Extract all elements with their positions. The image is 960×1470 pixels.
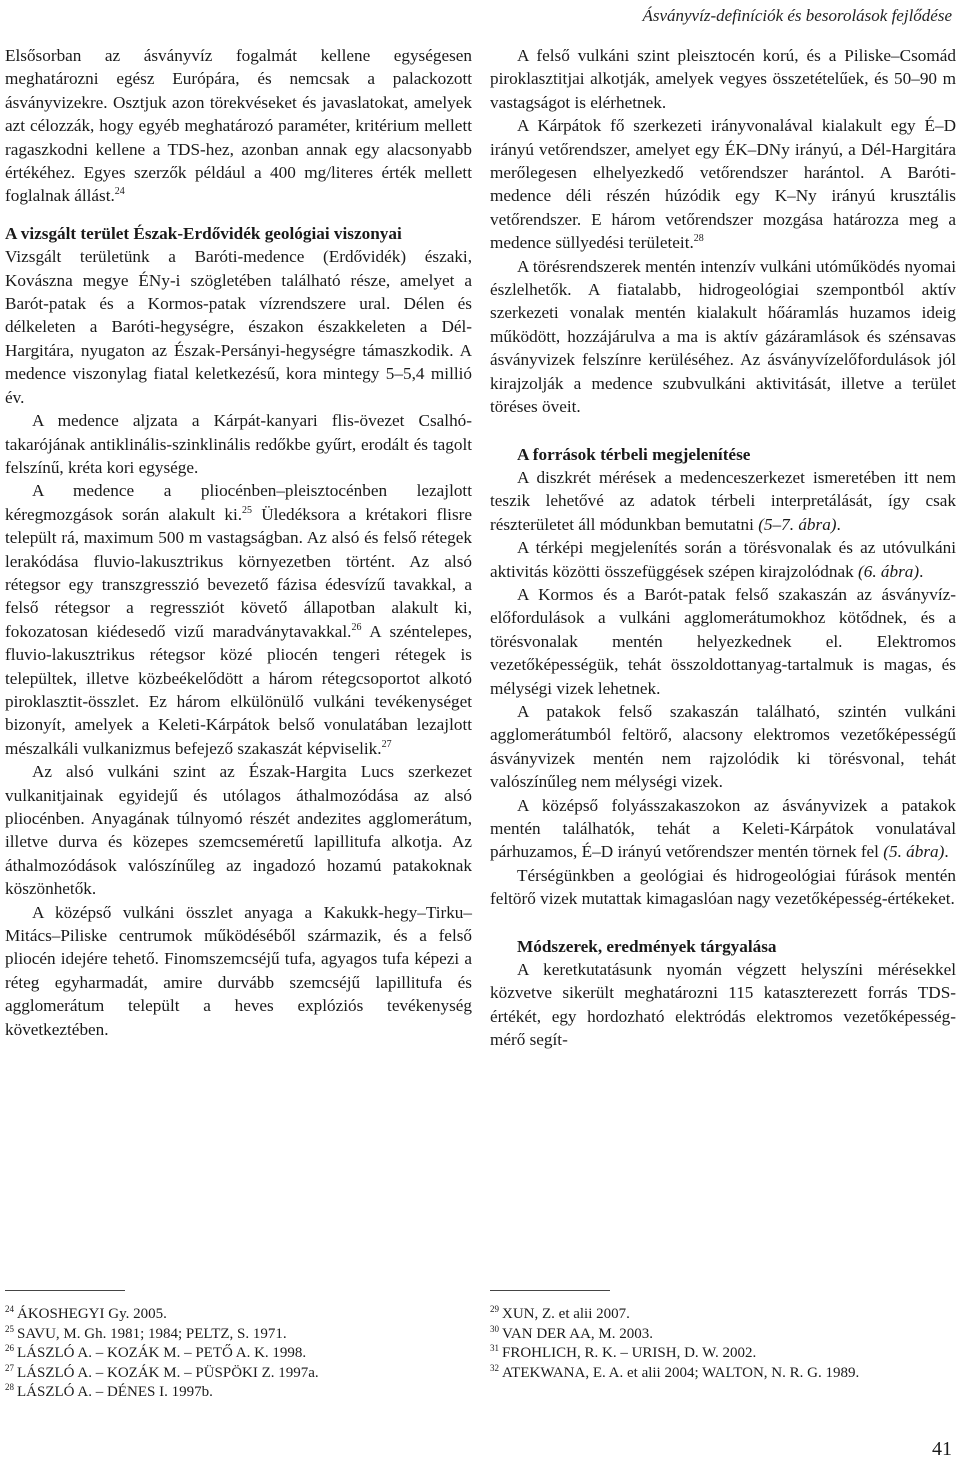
footnote — [5, 1325, 445, 1345]
paragraph-text: A széntelepes, fluvio-lakusztrikus rétegsor közé pliocén tengeri rétegek is települtek, illetve közbeékelődött a három rétegcsoportot alkotó piroklasztit-összlet. Ez három elkülönülő vulkáni tevékenységet bizonyít, amelyek a Keleti-Kárpátok belső vonulatában lezajlott mészalkáli vulkanizmus befejező szakaszát képviselik. — [5, 621, 472, 758]
footnote — [490, 1305, 930, 1325]
footnote-number: 31 — [490, 1343, 499, 1354]
footnote-ref[interactable]: 27 — [381, 738, 392, 750]
paragraph — [490, 466, 956, 536]
footnote-text: LÁSZLÓ A. – DÉNES I. 1997b. — [17, 1384, 213, 1401]
paragraph — [490, 794, 956, 864]
footnote — [5, 1344, 445, 1364]
paragraph: A törésrendszerek mentén intenzív vulkáni utóműködés nyomai észlelhetők. A fiatalabb, hidrogeológiai szempontból aktív szerkezeti vonalak mentén kialakult hőáramlás huzamos ideig működött, hozzájárulva a ma is aktív gázáramlások és szénsavas ásványvizek felszínre kerüléséhez. Az ásványvízelőfordulások jól kirajzolják a medence szubvulkáni aktivitását, illetve a terület töréses öveit. — [490, 256, 956, 417]
section-heading: Módszerek, eredmények tárgyalása — [517, 936, 777, 956]
footnote-text: ATEKWANA, E. A. et alii 2004; WALTON, N. R. G. 1989. — [502, 1364, 860, 1381]
footnote-number: 27 — [5, 1362, 14, 1373]
paragraph: A középső vulkáni összlet anyaga a Kakukk-hegy–Tirku–Mitács–Piliske centrumok működéséből származik, és a felső pliocén idejére tehető. Finomszemcséjű tufa, agyagos tufa képezi a réteg egyharmadát, amire durvább szemcséjű lapillitufa és agglomerátum települt a heves explóziós tevékenység következtében. — [5, 902, 472, 1039]
footnote-ref[interactable]: 28 — [693, 233, 704, 245]
paragraph: Térségünkben a geológiai és hidrogeológiai fúrások mentén feltörő vizek mutattak kimagaslóan nagy vezetőképesség-értékeket. — [490, 865, 956, 909]
footnote-ref[interactable]: 24 — [114, 186, 125, 198]
paragraph: A medence aljzata a Kárpát-kanyari flis-övezet Csalhó-takarójának antiklinális-szinklinális redőkbe gyűrt, erodált és tagolt felszínű, kréta kori egysége. — [5, 411, 472, 477]
paragraph-text: Üledéksora a krétakori flisre települt rá, maximum 500 m vastagságban. Az alsó és felső rétegek lerakódása fluvio-lakusztrikus környezetben történt. Az alsó rétegsor egy transzgresszió bevezető fázisa édesvízű tavakkal, a felső rétegsor a regressziót követő állapotban alakult ki, fokozatosan kiédesedő vizű maradványtavakkal. — [5, 504, 472, 641]
footnote-number: 24 — [5, 1304, 14, 1314]
figure-ref[interactable]: (5–7. ábra) — [758, 514, 837, 534]
paragraph-text: A diszkrét mérések a medenceszerkezet ismeretében itt nem teszik lehetővé az adatok térbeli interpretálását, így csak részterületet áll módunkban bemutatni — [490, 467, 956, 534]
paragraph: A felső vulkáni szint pleisztocén korú, és a Piliske–Csomád piroklasztitjai alkotják, amelyek vegyes összetételűek, és 50–90 m vastagságot is elérhetnek. — [490, 46, 956, 112]
footnote-number: 32 — [490, 1362, 499, 1373]
section-heading: A források térbeli megjelenítése — [517, 444, 751, 464]
left-column — [5, 44, 472, 1041]
footnote — [5, 1305, 445, 1325]
figure-ref[interactable]: (5. ábra) — [883, 842, 945, 862]
paragraph-text: A térképi megjelenítés során a törésvonalak és az utóvulkáni aktivitás közötti összefüggések szépen kirajzolódnak — [490, 538, 956, 581]
footnote-ref[interactable]: 25 — [242, 504, 253, 516]
page-number: 41 — [932, 1438, 952, 1460]
footnote-number: 30 — [490, 1323, 499, 1334]
footnote — [5, 1364, 445, 1384]
paragraph — [490, 114, 956, 254]
footnote-text: ÁKOSHEGYI Gy. 2005. — [17, 1306, 167, 1322]
footnote-text: LÁSZLÓ A. – KOZÁK M. – PETŐ A. K. 1998. — [17, 1345, 307, 1362]
section-heading: A vizsgált terület Észak-Erdővidék geológiai viszonyai — [5, 223, 402, 243]
footnote — [490, 1344, 930, 1364]
running-head: Ásványvíz-definíciók és besorolások fejlődése — [642, 6, 952, 25]
footnote-text: FROHLICH, R. K. – URISH, D. W. 2002. — [502, 1345, 757, 1362]
paragraph: Vizsgált területünk a Baróti-medence (Erdővidék) északi, Kovászna megye ÉNy-i szögletében található része, amelyet a Barót-patak és a Kormos-patak vízrendszere ural. Délen és délkeleten a Baróti-hegységre, északon északkeleten a Dél-Hargitára, nyugaton az Észak-Persányi-hegységre támaszkodik. A medence viszonylag fiatal keletkezésű, kora mintegy 5–5,4 millió év. — [5, 247, 472, 407]
paragraph-text: A középső folyásszakaszokon az ásványvizek a patakok mentén találhatók, tehát a Keleti-Kárpátok vonulatával párhuzamos, É–D irányú vetőrendszer mentén törnek fel — [490, 795, 956, 862]
paragraph — [5, 44, 472, 208]
footnote-text: LÁSZLÓ A. – KOZÁK M. – PÜSPÖKI Z. 1997a. — [17, 1364, 319, 1381]
paragraph-text: . — [944, 842, 949, 862]
paragraph — [490, 536, 956, 583]
footnote-ref[interactable]: 26 — [351, 621, 362, 633]
footnote-number: 26 — [5, 1343, 14, 1354]
footnote-text: XUN, Z. et alii 2007. — [502, 1306, 630, 1322]
figure-ref[interactable]: (6. ábra) — [858, 561, 920, 581]
footnote-divider — [490, 1290, 610, 1291]
footnote — [490, 1364, 930, 1384]
paragraph-text: A Kárpátok fő szerkezeti irányvonalával kialakult egy É–D irányú vetőrendszer, amelyet egy ÉK–DNy irányú, a Dél-Hargitára merőlegesen elhelyezkedő vetőrendszer harántol. A Baróti-medence déli részén húzódik egy K–Ny irányú krusztális vetőrendszer. E három vetőrendszer mozgása határozza meg a medence süllyedési területeit. — [490, 116, 956, 253]
paragraph-text: Elsősorban az ásványvíz fogalmát kellene egységesen meghatározni egész Európára, és nemcsak a palackozott ásványvizekre. Osztjuk azon törekvéseket és javaslatokat, amelyek azt célozzák, hogy egyéb meghatározó paraméter, kritérium mellett ragaszkodni kellene a TDS-hez, azonban annak egy alacsonyabb értékéhez. Egyes szerzők például a 400 mg/literes érték mellett foglalnak állást. — [5, 46, 472, 206]
right-column — [490, 44, 956, 1052]
paragraph-text: . — [836, 514, 841, 534]
footnote-number: 25 — [5, 1323, 14, 1334]
paragraph-text: A medence a pliocénben–pleisztocénben lezajlott kéregmozgások során alakult ki. — [5, 481, 472, 524]
paragraph-text: . — [919, 561, 924, 581]
paragraph: A patakok felső szakaszán található, szintén vulkáni agglomerátumból feltörő, alacsony elektromos vezetőképességű ásványvizek mentén nem rajzolódik ki törésvonal, tehát valószínűleg nem mélységi vizek. — [490, 701, 956, 792]
paragraph: Az alsó vulkáni szint az Észak-Hargita Lucs szerkezet vulkanitjainak egyidejű és utólagos áthalmozódása az alsó pliocénben. Anyagának túlnyomó részét andezites agglomerátum, illetve durva és közepes szemcseméretű lapillitufa alkotja. Az áthalmozódások valószínűleg az ingadozó hozamú patakoknak köszönhetők. — [5, 762, 472, 899]
paragraph — [5, 479, 472, 760]
footnote-number: 28 — [5, 1382, 14, 1393]
paragraph: A keretkutatásunk nyomán végzett helyszíni mérésekkel közvetve sikerült meghatározni 115 kataszterezett forrás TDS-értékét, egy hordozható elektródás elektromos vezetőképesség-mérő segít- — [490, 960, 956, 1050]
footnote-text: SAVU, M. Gh. 1981; 1984; PELTZ, S. 1971. — [17, 1325, 287, 1342]
footnote — [490, 1325, 930, 1345]
footnote-divider — [5, 1290, 125, 1291]
footnote-text: VAN DER AA, M. 2003. — [502, 1325, 653, 1342]
footnote — [5, 1383, 445, 1403]
footnotes-right — [490, 1305, 930, 1383]
paragraph: A Kormos és a Barót-patak felső szakaszán az ásványvíz-előfordulások a vulkáni agglomerátumokhoz kötődnek, és a törésvonalak mentén helyezkednek el. Elektromos vezetőképességük, tehát összoldottanyag-tartalmuk is magas, és mélységi vizek lehetnek. — [490, 584, 956, 698]
footnotes-left — [5, 1305, 445, 1403]
footnote-number: 29 — [490, 1304, 499, 1314]
